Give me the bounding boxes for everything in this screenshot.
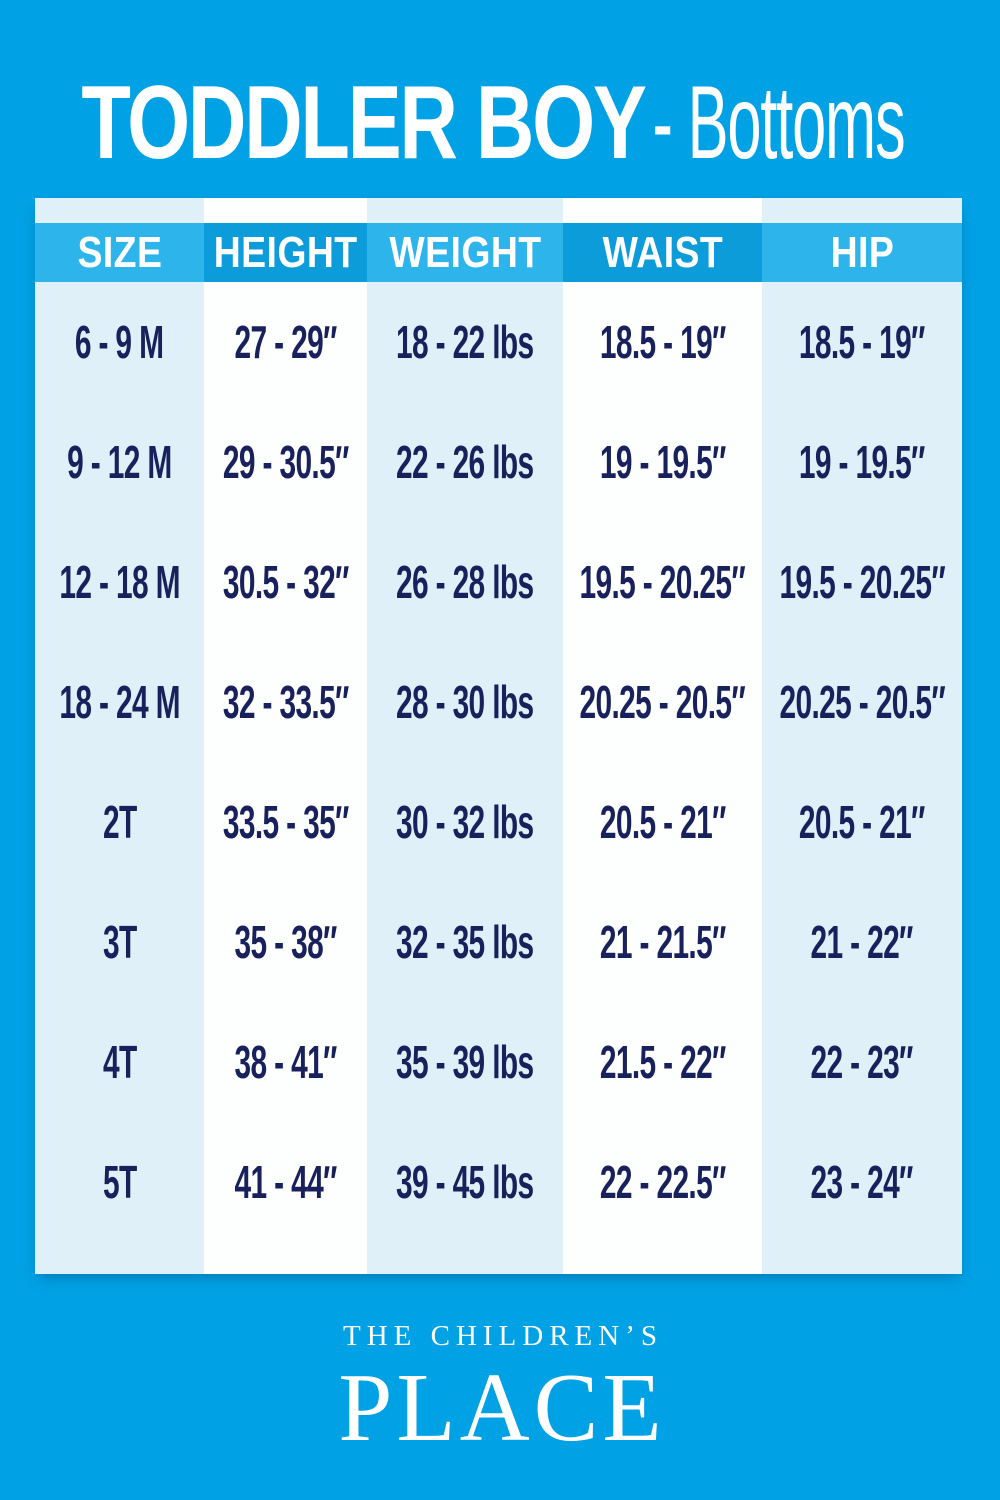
table-top-strip-segment	[563, 198, 762, 223]
table-cell-height	[204, 402, 367, 522]
cell-text: 33.5 - 35″	[222, 796, 349, 848]
cell-text: 19.5 - 20.25″	[779, 556, 945, 608]
table-top-strip-segment	[204, 198, 367, 223]
column-header-height	[204, 223, 367, 282]
table-cell-waist	[563, 1122, 762, 1242]
table-cell-size	[35, 882, 204, 1002]
column-header-weight	[367, 223, 563, 282]
table-cell-hip	[762, 1002, 962, 1122]
table-cell-size	[35, 402, 204, 522]
table-cell-waist	[563, 1002, 762, 1122]
table-cell-height	[204, 1002, 367, 1122]
cell-text: 28 - 30 lbs	[396, 676, 534, 728]
cell-text: 32 - 33.5″	[222, 676, 349, 728]
cell-text: 6 - 9 M	[75, 316, 164, 368]
table-cell-weight	[367, 882, 563, 1002]
cell-text: 5T	[102, 1156, 137, 1208]
cell-text: 18.5 - 19″	[599, 316, 726, 368]
cell-text: 29 - 30.5″	[222, 436, 349, 488]
table-bottom-strip-segment	[762, 1242, 962, 1274]
table-top-strip-segment	[367, 198, 563, 223]
cell-text: 21 - 22″	[810, 916, 914, 968]
table-cell-height	[204, 762, 367, 882]
table-cell-hip	[762, 642, 962, 762]
table-cell-height	[204, 642, 367, 762]
cell-text: 12 - 18 M	[59, 556, 180, 608]
table-cell-hip	[762, 882, 962, 1002]
cell-text: 20.5 - 21″	[599, 796, 726, 848]
size-chart-table	[35, 198, 962, 1274]
table-cell-size	[35, 282, 204, 402]
cell-text: 26 - 28 lbs	[396, 556, 534, 608]
cell-text: 35 - 38″	[234, 916, 337, 968]
title-secondary-wrap	[649, 64, 907, 183]
table-cell-weight	[367, 1122, 563, 1242]
table-bottom-strip-segment	[35, 1242, 204, 1274]
table-cell-waist	[563, 402, 762, 522]
table-top-strip-segment	[35, 198, 204, 223]
table-cell-waist	[563, 642, 762, 762]
table-cell-weight	[367, 1002, 563, 1122]
table-cell-weight	[367, 762, 563, 882]
table-cell-hip	[762, 1122, 962, 1242]
title-primary: TODDLER BOY	[81, 64, 645, 181]
cell-text: 22 - 23″	[810, 1036, 914, 1088]
table-cell-height	[204, 1122, 367, 1242]
cell-text: 22 - 26 lbs	[396, 436, 534, 488]
column-header-size	[35, 223, 204, 282]
table-cell-height	[204, 282, 367, 402]
title-secondary: - Bottoms	[652, 64, 904, 181]
table-cell-hip	[762, 762, 962, 882]
table-cell-size	[35, 642, 204, 762]
cell-text: 4T	[102, 1036, 137, 1088]
cell-text: 39 - 45 lbs	[396, 1156, 534, 1208]
table-cell-size	[35, 1122, 204, 1242]
table-top-strip-segment	[762, 198, 962, 223]
cell-text: 19 - 19.5″	[599, 436, 726, 488]
cell-text: 27 - 29″	[234, 316, 337, 368]
cell-text: 22 - 22.5″	[599, 1156, 726, 1208]
table-cell-hip	[762, 402, 962, 522]
cell-text: 32 - 35 lbs	[396, 916, 534, 968]
brand-name-top: THE CHILDREN’S	[342, 1320, 663, 1352]
cell-text: 18 - 24 M	[59, 676, 180, 728]
column-header-waist	[563, 223, 762, 282]
column-header-label: HIP	[830, 227, 894, 277]
cell-text: 38 - 41″	[234, 1036, 337, 1088]
table-cell-height	[204, 882, 367, 1002]
column-header-label: WEIGHT	[388, 227, 542, 277]
table-cell-weight	[367, 282, 563, 402]
page-title	[0, 64, 1000, 181]
table-cell-size	[35, 762, 204, 882]
table-cell-hip	[762, 282, 962, 402]
table-cell-waist	[563, 522, 762, 642]
cell-text: 23 - 24″	[810, 1156, 914, 1208]
table-bottom-strip-segment	[367, 1242, 563, 1274]
cell-text: 3T	[102, 916, 137, 968]
cell-text: 20.25 - 20.5″	[779, 676, 945, 728]
table-cell-waist	[563, 762, 762, 882]
cell-text: 41 - 44″	[234, 1156, 337, 1208]
table-cell-hip	[762, 522, 962, 642]
table-cell-weight	[367, 522, 563, 642]
table-cell-size	[35, 522, 204, 642]
table-cell-height	[204, 522, 367, 642]
table-cell-weight	[367, 402, 563, 522]
cell-text: 19.5 - 20.25″	[579, 556, 746, 608]
cell-text: 35 - 39 lbs	[396, 1036, 534, 1088]
cell-text: 18 - 22 lbs	[396, 316, 534, 368]
table-cell-waist	[563, 882, 762, 1002]
table-bottom-strip-segment	[204, 1242, 367, 1274]
cell-text: 19 - 19.5″	[799, 436, 925, 488]
table-bottom-strip-segment	[563, 1242, 762, 1274]
table-cell-waist	[563, 282, 762, 402]
cell-text: 21 - 21.5″	[599, 916, 726, 968]
column-header-label: SIZE	[77, 227, 162, 277]
brand-name-bottom: PLACE	[338, 1354, 666, 1461]
cell-text: 18.5 - 19″	[799, 316, 925, 368]
table-cell-weight	[367, 642, 563, 762]
cell-text: 2T	[102, 796, 137, 848]
column-header-label: WAIST	[602, 227, 723, 277]
brand-logo	[0, 1318, 1000, 1461]
column-header-hip	[762, 223, 962, 282]
cell-text: 21.5 - 22″	[599, 1036, 726, 1088]
table-cell-size	[35, 1002, 204, 1122]
column-header-label: HEIGHT	[213, 227, 358, 277]
cell-text: 20.25 - 20.5″	[579, 676, 746, 728]
title-primary-wrap	[81, 64, 645, 183]
cell-text: 9 - 12 M	[67, 436, 172, 488]
cell-text: 30 - 32 lbs	[396, 796, 534, 848]
cell-text: 30.5 - 32″	[222, 556, 349, 608]
cell-text: 20.5 - 21″	[799, 796, 925, 848]
